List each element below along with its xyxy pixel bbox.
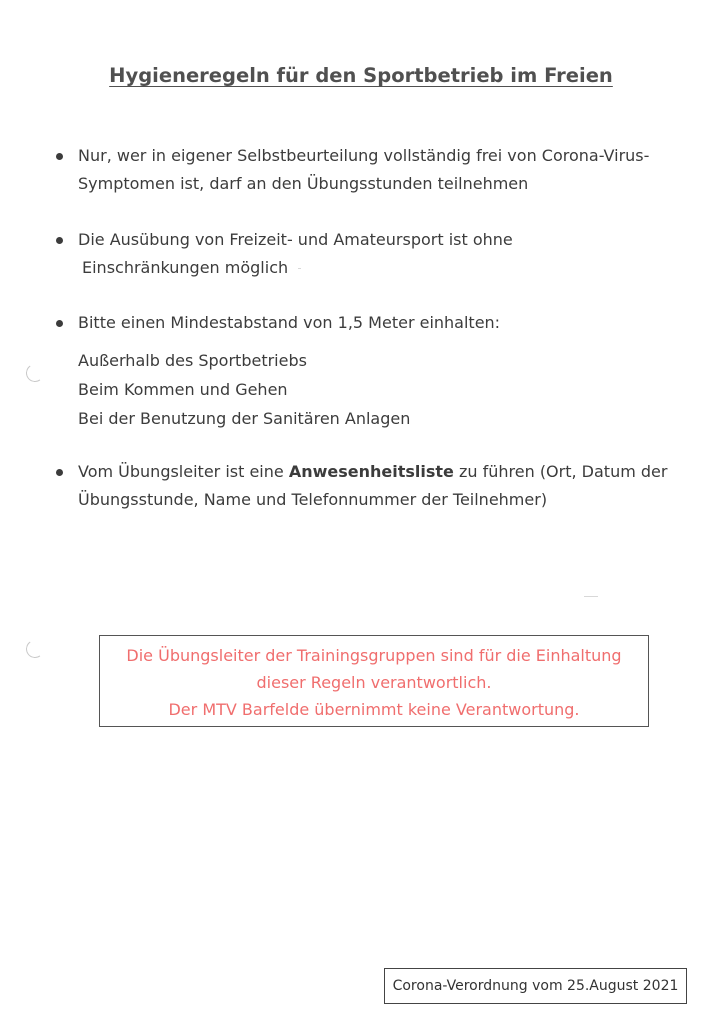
- bullet-icon: [56, 469, 63, 476]
- rule-text-line: Symptomen ist, darf an den Übungsstunden teilnehmen: [78, 174, 529, 193]
- list-item: Außerhalb des Sportbetriebs: [78, 351, 307, 370]
- list-item: Bei der Benutzung der Sanitären Anlagen: [78, 409, 411, 428]
- rule-text-segment: zu führen (Ort, Datum der: [453, 462, 668, 481]
- rule-text-line: Die Ausübung von Freizeit- und Amateursport ist ohne: [78, 230, 513, 249]
- regulation-date-box: Corona-Verordnung vom 25.August 2021: [384, 968, 687, 1004]
- distance-context-list: [78, 346, 410, 433]
- rule-text-line: Nur, wer in eigener Selbstbeurteilung vollständig frei von Corona-Virus-: [78, 146, 650, 165]
- rule-item-distance: [56, 309, 676, 337]
- notice-line: Der MTV Barfelde übernimmt keine Verantwortung.: [168, 700, 580, 719]
- responsibility-notice: [99, 635, 649, 727]
- rule-text-line: Bitte einen Mindestabstand von 1,5 Meter einhalten:: [78, 313, 501, 332]
- bullet-icon: [56, 237, 63, 244]
- rule-text-line: Einschränkungen möglich: [82, 258, 289, 277]
- attendance-list-term: Anwesenheitsliste: [288, 462, 454, 481]
- bullet-icon: [56, 153, 63, 160]
- page-title: Hygieneregeln für den Sportbetrieb im Freien: [109, 64, 613, 87]
- rule-item-attendance: [56, 458, 676, 514]
- notice-line: dieser Regeln verantwortlich.: [256, 673, 492, 692]
- rule-text-line: Übungsstunde, Name und Telefonnummer der Teilnehmer): [78, 490, 548, 509]
- notice-line: Die Übungsleiter der Trainingsgruppen sind für die Einhaltung: [126, 646, 622, 665]
- rule-item-sport: [56, 226, 676, 282]
- rule-text-line: [78, 458, 676, 486]
- punch-hole-mark: [25, 363, 46, 384]
- list-item: Beim Kommen und Gehen: [78, 380, 288, 399]
- rule-text-segment: Vom Übungsleiter ist eine: [78, 462, 289, 481]
- bullet-icon: [56, 320, 63, 327]
- scan-speck: [298, 268, 301, 269]
- punch-hole-mark: [25, 639, 46, 660]
- rule-item-symptoms: [56, 142, 676, 198]
- scan-speck: [584, 596, 598, 597]
